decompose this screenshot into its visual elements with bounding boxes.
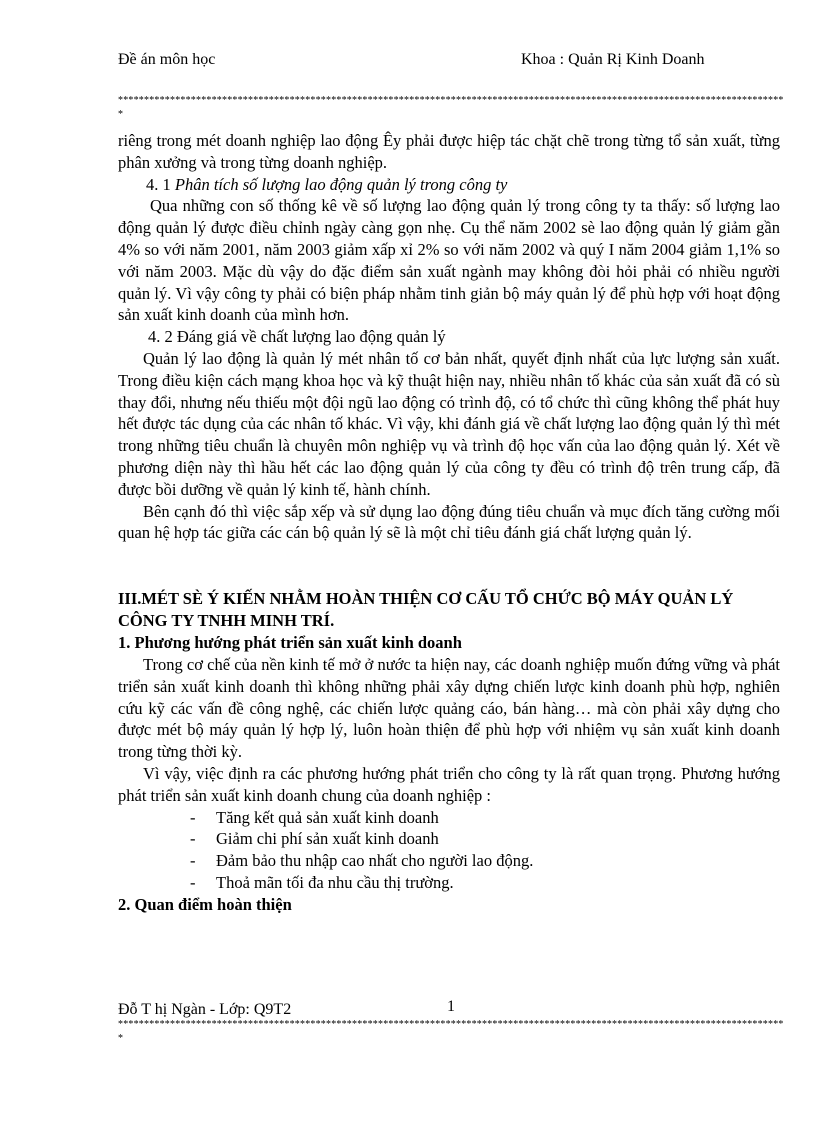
paragraph: Qua những con số thống kê về số lượng lao động quản lý trong công ty ta thấy: số lượng lao động quản lý được điều chỉnh ngày càng gọn nhẹ. Cụ thể năm 2002 sè lao động quản lý giảm gần 4% so với năm 2001, năm 2003 giảm xấp xỉ 2% so với năm 2002 và quý I năm 2004 giảm 1,1% so với năm 2003. Mặc dù vậy do đặc điểm sản xuất ngành may không đòi hỏi phải có nhiều người quản lý. Vì vậy công ty phải có biện pháp nhằm tinh giản bộ máy quản lý để phù hợp với hoạt động sản xuất kinh doanh của mình hơn.: [118, 196, 780, 325]
document-body: [118, 130, 780, 916]
paragraph: Vì vậy, việc định ra các phương hướng phát triển cho công ty là rất quan trọng. Phương hướng phát triển sản xuất kinh doanh chung của doanh nghiệp :: [118, 763, 780, 805]
paragraph: riêng trong mét doanh nghiệp lao động Êy phải được hiệp tác chặt chẽ trong từng tổ sản xuất, từng phân xưởng và trong từng doanh nghiệp.: [118, 131, 780, 172]
paragraph: Bên cạnh đó thì việc sắp xếp và sử dụng lao động đúng tiêu chuẩn và mục đích tăng cường mối quan hệ hợp tác giữa các cán bộ quản lý sẽ là một chỉ tiêu đánh giá chất lượng quản lý.: [118, 501, 780, 543]
footer-author: Đỗ T hị Ngàn - Lớp: Q9T2: [118, 1001, 292, 1018]
section-heading-4-2: 4. 2 Đáng giá về chất lượng lao động quản lý: [148, 327, 446, 347]
list-item: - Giảm chi phí sản xuất kinh doanh: [190, 828, 780, 850]
paragraph: Trong cơ chế của nền kinh tế mở ở nước ta hiện nay, các doanh nghiệp muốn đứng vững và phát triển sản xuất kinh doanh thì không những phải xây dựng chiến lược kinh doanh phù hợp, nghiên cứu kỹ các vấn đề công nghệ, các chiến lược quảng cáo, bán hàng… mà còn phải xây dựng cho được mét bộ máy quản lý hợp lý, luôn hoàn thiện để phù hợp với nhiệm vụ sản xuất kinh doanh trong từng thời kỳ.: [118, 654, 780, 762]
list-item: - Tăng kết quả sản xuất kinh doanh: [190, 807, 780, 829]
section-number: 4. 1: [146, 174, 171, 194]
paragraph: Quản lý lao động là quản lý mét nhân tố cơ bản nhất, quyết định nhất của lực lượng sản xuất. Trong điều kiện cách mạng khoa học và kỹ thuật hiện nay, nhiều nhân tố khác của sản xuất đã có sù thay đổi, nhưng nếu thiếu một đội ngũ lao động có trình độ, có tổ chức thì cũng không thể phát huy hết được tác dụng của các nhân tố khác. Vì vậy, khi đánh giá về chất lượng lao động quản lý thì mét trong những tiêu chuẩn là chuyên môn nghiệp vụ và trình độ học vấn của lao động quản lý. Xét về phương diện này thì hầu hết các lao động quản lý của công ty đều có trình độ trên trung cấp, đã được bồi dưỡng về quản lý kinh tế, hành chính.: [118, 348, 780, 499]
list-item: - Đảm bảo thu nhập cao nhất cho người lao động.: [190, 850, 780, 872]
list-item: - Thoả mãn tối đa nhu cầu thị trường.: [190, 872, 780, 894]
page-number: 1: [447, 998, 455, 1015]
header-course-title: Đề án môn học: [118, 51, 216, 68]
section-heading-4-1: [118, 174, 780, 196]
subheading: 2. Quan điểm hoàn thiện: [118, 894, 292, 914]
bullet-list: [118, 807, 780, 894]
subheading: 1. Phương hướng phát triển sản xuất kinh doanh: [118, 633, 462, 653]
header-faculty: Khoa : Quản Rị Kinh Doanh: [521, 51, 705, 68]
header-separator: *********************************************************************************************************************************: [118, 95, 784, 120]
footer-separator: *********************************************************************************************************************************: [118, 1019, 784, 1044]
spacer: [118, 544, 780, 588]
section-title: Phân tích số lượng lao động quản lý trong công ty: [174, 174, 508, 194]
chapter-heading: III.MÉT SÈ Ý KIẾN NHẰM HOÀN THIỆN CƠ CẤU TỔ CHỨC BỘ MÁY QUẢN LÝ CÔNG TY TNHH MINH TRÍ.: [118, 589, 734, 631]
